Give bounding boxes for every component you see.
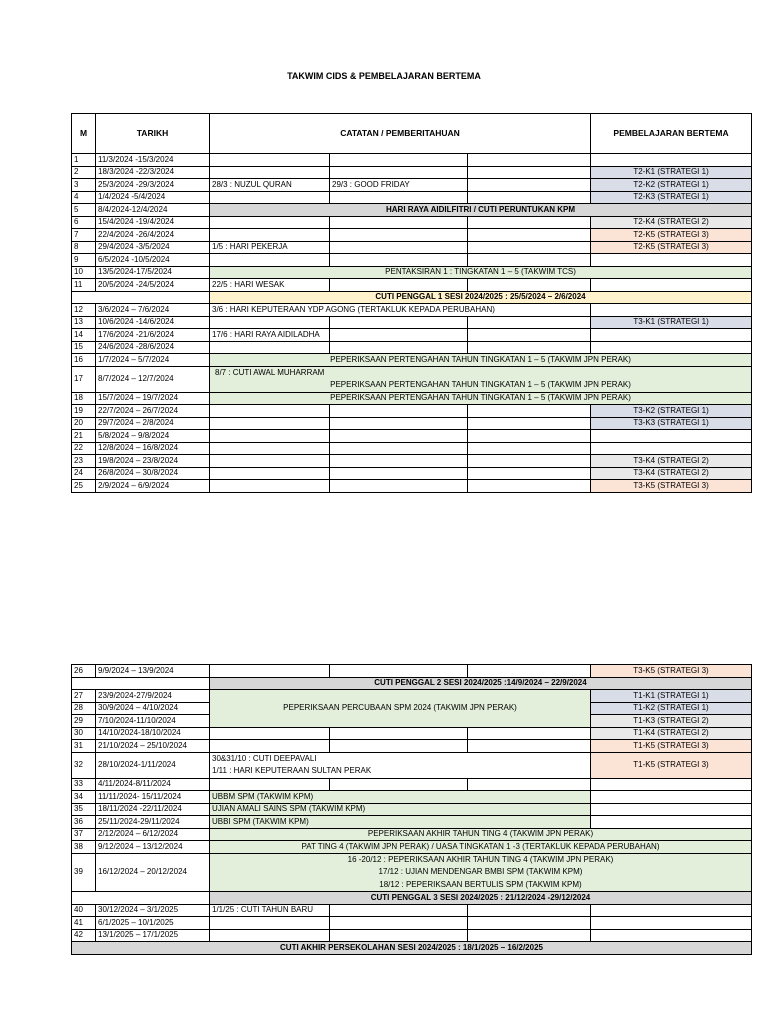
- week-number: 39: [72, 853, 96, 892]
- week-row: [72, 254, 752, 267]
- catatan-cell: [210, 430, 330, 443]
- catatan-cell: [330, 417, 468, 430]
- week-number: 36: [72, 816, 96, 829]
- catatan-cell: [468, 254, 591, 267]
- catatan-cell: [468, 430, 591, 443]
- pembelajaran-cell: T1-K1 (STRATEGI 1): [591, 690, 752, 703]
- catatan-cell: [468, 179, 591, 192]
- week-date: 26/8/2024 – 30/8/2024: [96, 467, 210, 480]
- pembelajaran-cell: T2-K5 (STRATEGI 3): [591, 229, 752, 242]
- pembelajaran-cell: T1-K4 (STRATEGI 2): [591, 727, 752, 740]
- catatan-cell: [330, 727, 468, 740]
- event-cell: PEPERIKSAAN PERCUBAAN SPM 2024 (TAKWIM JPN PERAK): [210, 690, 591, 728]
- pembelajaran-cell: T3-K4 (STRATEGI 2): [591, 455, 752, 468]
- week-number: 14: [72, 329, 96, 342]
- week-number: 30: [72, 727, 96, 740]
- pembelajaran-cell: [591, 304, 752, 317]
- week-row: [72, 405, 752, 418]
- week-date: 18/11/2024 -22/11/2024: [96, 803, 210, 816]
- pembelajaran-cell: [591, 442, 752, 455]
- catatan-cell: [468, 316, 591, 329]
- pembelajaran-cell: T3-K4 (STRATEGI 2): [591, 467, 752, 480]
- catatan-cell: [210, 467, 330, 480]
- week-number: 1: [72, 154, 96, 167]
- catatan-cell: 28/3 : NUZUL QURAN: [210, 179, 330, 192]
- pembelajaran-cell: T2-K1 (STRATEGI 1): [591, 166, 752, 179]
- catatan-cell: [330, 329, 468, 342]
- week-number: 31: [72, 740, 96, 753]
- event-cell: UBBM SPM (TAKWIM KPM): [210, 791, 591, 804]
- pembelajaran-cell: [591, 778, 752, 791]
- catatan-cell: [330, 480, 468, 493]
- week-date: 3/6/2024 – 7/6/2024: [96, 304, 210, 317]
- week-date: 13/1/2025 – 17/1/2025: [96, 929, 210, 942]
- week-date: 29/7/2024 – 2/8/2024: [96, 417, 210, 430]
- pembelajaran-cell: [591, 929, 752, 942]
- catatan-cell: [468, 480, 591, 493]
- event-cell: PAT TING 4 (TAKWIM JPN PERAK) / UASA TINGKATAN 1 -3 (TERTAKLUK KEPADA PERUBAHAN): [210, 841, 752, 854]
- week-row: [72, 316, 752, 329]
- catatan-cell: [468, 279, 591, 292]
- week-row: [72, 229, 752, 242]
- week-date: 23/9/2024-27/9/2024: [96, 690, 210, 703]
- week-row: [72, 467, 752, 480]
- event-cell: [210, 752, 591, 778]
- catatan-cell: [468, 917, 591, 930]
- week-row: [72, 279, 752, 292]
- catatan-cell: [210, 442, 330, 455]
- week-date: 22/4/2024 -26/4/2024: [96, 229, 210, 242]
- event-cell: [210, 853, 752, 892]
- week-number: 24: [72, 467, 96, 480]
- catatan-cell: 22/5 : HARI WESAK: [210, 279, 330, 292]
- week-row: [72, 179, 752, 192]
- week-date: 30/9/2024 – 4/10/2024: [96, 702, 210, 715]
- week-row: [72, 917, 752, 930]
- catatan-cell: [330, 341, 468, 354]
- week-row: [72, 727, 752, 740]
- week-number: 6: [72, 216, 96, 229]
- catatan-cell: [468, 417, 591, 430]
- pembelajaran-cell: [591, 154, 752, 167]
- pembelajaran-cell: T1-K5 (STRATEGI 3): [591, 740, 752, 753]
- catatan-cell: [468, 442, 591, 455]
- week-row: [72, 166, 752, 179]
- week-row: [72, 417, 752, 430]
- catatan-cell: [330, 455, 468, 468]
- holiday-banner: CUTI PENGGAL 2 SESI 2024/2025 :14/9/2024 – 22/9/2024: [210, 677, 752, 690]
- catatan-cell: [210, 166, 330, 179]
- pembelajaran-cell: T3-K5 (STRATEGI 3): [591, 665, 752, 678]
- week-row: [72, 241, 752, 254]
- holiday-banner-row: [72, 942, 752, 955]
- pembelajaran-cell: T1-K3 (STRATEGI 2): [591, 715, 752, 728]
- catatan-cell: [330, 154, 468, 167]
- week-number: 9: [72, 254, 96, 267]
- week-row: [72, 366, 752, 392]
- week-date: 29/4/2024 -3/5/2024: [96, 241, 210, 254]
- week-date: 5/8/2024 – 9/8/2024: [96, 430, 210, 443]
- week-number: 29: [72, 715, 96, 728]
- catatan-cell: [468, 455, 591, 468]
- holiday-banner-row: [72, 677, 752, 690]
- week-date: 22/7/2024 – 26/7/2024: [96, 405, 210, 418]
- catatan-cell: [210, 154, 330, 167]
- catatan-cell: [210, 917, 330, 930]
- pembelajaran-cell: [591, 816, 752, 829]
- pembelajaran-cell: T3-K3 (STRATEGI 1): [591, 417, 752, 430]
- week-number: 8: [72, 241, 96, 254]
- week-row: [72, 690, 752, 703]
- calendar-table-part-1: [71, 113, 752, 493]
- catatan-cell: [330, 442, 468, 455]
- week-number: 7: [72, 229, 96, 242]
- catatan-cell: [330, 904, 468, 917]
- catatan-cell: [468, 727, 591, 740]
- catatan-cell: [210, 216, 330, 229]
- week-number: 37: [72, 828, 96, 841]
- week-number: 11: [72, 279, 96, 292]
- week-row: [72, 266, 752, 279]
- week-row: [72, 752, 752, 778]
- week-date: 1/4/2024 -5/4/2024: [96, 191, 210, 204]
- header-tarikh: TARIKH: [96, 114, 210, 154]
- catatan-cell: [468, 216, 591, 229]
- week-number: 25: [72, 480, 96, 493]
- catatan-cell: [330, 254, 468, 267]
- catatan-cell: [330, 778, 468, 791]
- week-date: 19/8/2024 – 23/8/2024: [96, 455, 210, 468]
- week-date: 13/5/2024-17/5/2024: [96, 266, 210, 279]
- week-date: 28/10/2024-1/11/2024: [96, 752, 210, 778]
- pembelajaran-cell: [591, 803, 752, 816]
- week-number: 22: [72, 442, 96, 455]
- catatan-cell: [330, 166, 468, 179]
- week-date: 2/9/2024 – 6/9/2024: [96, 480, 210, 493]
- calendar-table-part-2: [71, 664, 752, 955]
- header-catatan: CATATAN / PEMBERITAHUAN: [210, 114, 591, 154]
- week-date: 24/6/2024 -28/6/2024: [96, 341, 210, 354]
- week-row: [72, 455, 752, 468]
- week-number: 18: [72, 392, 96, 405]
- week-date: 2/12/2024 – 6/12/2024: [96, 828, 210, 841]
- event-line: 30&31/10 : CUTI DEEPAVALI: [212, 753, 317, 763]
- event-cell: PEPERIKSAAN PERTENGAHAN TAHUN TINGKATAN 1 – 5 (TAKWIM JPN PERAK): [210, 354, 752, 367]
- week-row: [72, 828, 752, 841]
- pembelajaran-cell: T1-K2 (STRATEGI 1): [591, 702, 752, 715]
- week-date: 10/6/2024 -14/6/2024: [96, 316, 210, 329]
- catatan-cell: [468, 154, 591, 167]
- week-row: [72, 803, 752, 816]
- pembelajaran-cell: [591, 329, 752, 342]
- week-number: 23: [72, 455, 96, 468]
- catatan-cell: [330, 316, 468, 329]
- week-date: 9/9/2024 – 13/9/2024: [96, 665, 210, 678]
- pembelajaran-cell: T3-K1 (STRATEGI 1): [591, 316, 752, 329]
- week-number: 19: [72, 405, 96, 418]
- catatan-cell: 1/5 : HARI PEKERJA: [210, 241, 330, 254]
- catatan-cell: 29/3 : GOOD FRIDAY: [330, 179, 468, 192]
- week-date: 7/10/2024-11/10/2024: [96, 715, 210, 728]
- week-number: 35: [72, 803, 96, 816]
- catatan-cell: [210, 417, 330, 430]
- week-number: 4: [72, 191, 96, 204]
- week-row: [72, 853, 752, 892]
- week-row: [72, 816, 752, 829]
- catatan-cell: [468, 904, 591, 917]
- week-date: 11/11/2024- 15/11/2024: [96, 791, 210, 804]
- week-date: 12/8/2024 – 16/8/2024: [96, 442, 210, 455]
- banner-spacer: [72, 291, 210, 304]
- week-row: [72, 904, 752, 917]
- week-date: 20/5/2024 -24/5/2024: [96, 279, 210, 292]
- week-date: 8/7/2024 – 12/7/2024: [96, 366, 210, 392]
- event-cell: HARI RAYA AIDILFITRI / CUTI PERUNTUKAN KPM: [210, 204, 752, 217]
- week-date: 11/3/2024 -15/3/2024: [96, 154, 210, 167]
- week-number: 28: [72, 702, 96, 715]
- week-number: 42: [72, 929, 96, 942]
- catatan-cell: [210, 191, 330, 204]
- week-number: 32: [72, 752, 96, 778]
- week-number: 33: [72, 778, 96, 791]
- week-number: 27: [72, 690, 96, 703]
- week-number: 34: [72, 791, 96, 804]
- week-number: 5: [72, 204, 96, 217]
- event-line: 17/12 : UJIAN MENDENGAR BMBI SPM (TAKWIM KPM): [378, 867, 583, 876]
- week-date: 25/3/2024 -29/3/2024: [96, 179, 210, 192]
- catatan-cell: [468, 665, 591, 678]
- week-row: [72, 204, 752, 217]
- event-cell: UBBI SPM (TAKWIM KPM): [210, 816, 591, 829]
- catatan-cell: [210, 929, 330, 942]
- week-number: 41: [72, 917, 96, 930]
- week-date: 15/4/2024 -19/4/2024: [96, 216, 210, 229]
- catatan-cell: [330, 229, 468, 242]
- week-number: 38: [72, 841, 96, 854]
- event-cell: PEPERIKSAAN PERTENGAHAN TAHUN TINGKATAN 1 – 5 (TAKWIM JPN PERAK): [210, 392, 752, 405]
- pembelajaran-cell: [591, 917, 752, 930]
- header-m: M: [72, 114, 96, 154]
- catatan-cell: [330, 279, 468, 292]
- event-cell: PEPERIKSAAN AKHIR TAHUN TING 4 (TAKWIM JPN PERAK): [210, 828, 752, 841]
- table-header-row: [72, 114, 752, 154]
- banner-spacer: [72, 677, 210, 690]
- pembelajaran-cell: [591, 791, 752, 804]
- week-date: 14/10/2024-18/10/2024: [96, 727, 210, 740]
- week-number: 15: [72, 341, 96, 354]
- event-line: 18/12 : PEPERIKSAAN BERTULIS SPM (TAKWIM KPM): [379, 879, 582, 889]
- event-cell: UJIAN AMALI SAINS SPM (TAKWIM KPM): [210, 803, 591, 816]
- week-date: 6/5/2024 -10/5/2024: [96, 254, 210, 267]
- catatan-cell: [210, 254, 330, 267]
- week-row: [72, 778, 752, 791]
- week-row: [72, 154, 752, 167]
- week-row: [72, 665, 752, 678]
- week-date: 18/3/2024 -22/3/2024: [96, 166, 210, 179]
- catatan-cell: [468, 191, 591, 204]
- catatan-cell: [330, 467, 468, 480]
- catatan-cell: [468, 341, 591, 354]
- event-cell: 3/6 : HARI KEPUTERAAN YDP AGONG (TERTAKLUK KEPADA PERUBAHAN): [210, 304, 591, 317]
- week-date: 4/11/2024-8/11/2024: [96, 778, 210, 791]
- pembelajaran-cell: T2-K4 (STRATEGI 2): [591, 216, 752, 229]
- week-number: 2: [72, 166, 96, 179]
- week-date: 25/11/2024-29/11/2024: [96, 816, 210, 829]
- catatan-cell: [210, 665, 330, 678]
- catatan-cell: [210, 455, 330, 468]
- catatan-cell: [468, 229, 591, 242]
- pembelajaran-cell: [591, 254, 752, 267]
- holiday-banner: CUTI PENGGAL 1 SESI 2024/2025 : 25/5/2024 – 2/6/2024: [210, 291, 752, 304]
- week-number: 26: [72, 665, 96, 678]
- week-row: [72, 791, 752, 804]
- catatan-cell: [468, 405, 591, 418]
- week-date: 6/1/2025 – 10/1/2025: [96, 917, 210, 930]
- pembelajaran-cell: T3-K5 (STRATEGI 3): [591, 480, 752, 493]
- catatan-cell: [468, 166, 591, 179]
- pembelajaran-cell: T2-K3 (STRATEGI 1): [591, 191, 752, 204]
- catatan-cell: [210, 480, 330, 493]
- week-row: [72, 304, 752, 317]
- pembelajaran-cell: T1-K5 (STRATEGI 3): [591, 752, 752, 778]
- week-number: 13: [72, 316, 96, 329]
- week-number: 16: [72, 354, 96, 367]
- week-number: 12: [72, 304, 96, 317]
- catatan-cell: [468, 740, 591, 753]
- event-line: PEPERIKSAAN PERTENGAHAN TAHUN TINGKATAN 1 – 5 (TAKWIM JPN PERAK): [330, 380, 631, 389]
- week-date: 17/6/2024 -21/6/2024: [96, 329, 210, 342]
- holiday-banner: CUTI PENGGAL 3 SESI 2024/2025 : 21/12/2024 -29/12/2024: [210, 892, 752, 905]
- week-date: 21/10/2024 – 25/10/2024: [96, 740, 210, 753]
- catatan-cell: [330, 740, 468, 753]
- catatan-cell: [210, 727, 330, 740]
- holiday-banner-row: [72, 291, 752, 304]
- catatan-cell: [468, 467, 591, 480]
- holiday-banner: CUTI AKHIR PERSEKOLAHAN SESI 2024/2025 : 18/1/2025 – 16/2/2025: [72, 942, 752, 955]
- week-row: [72, 354, 752, 367]
- week-row: [72, 740, 752, 753]
- week-row: [72, 329, 752, 342]
- header-pembelajaran: PEMBELAJARAN BERTEMA: [591, 114, 752, 154]
- catatan-cell: [330, 216, 468, 229]
- catatan-cell: [330, 917, 468, 930]
- event-line: 1/11 : HARI KEPUTERAAN SULTAN PERAK: [212, 766, 372, 775]
- week-row: [72, 392, 752, 405]
- event-cell: [210, 366, 752, 392]
- week-row: [72, 841, 752, 854]
- week-number: 21: [72, 430, 96, 443]
- week-row: [72, 430, 752, 443]
- catatan-cell: [330, 405, 468, 418]
- week-row: [72, 341, 752, 354]
- catatan-cell: [210, 740, 330, 753]
- week-number: 20: [72, 417, 96, 430]
- catatan-cell: [468, 778, 591, 791]
- catatan-cell: [468, 329, 591, 342]
- week-row: [72, 480, 752, 493]
- week-row: [72, 216, 752, 229]
- catatan-cell: [210, 341, 330, 354]
- pembelajaran-cell: T2-K5 (STRATEGI 3): [591, 241, 752, 254]
- week-date: 8/4/2024-12/4/2024: [96, 204, 210, 217]
- pembelajaran-cell: [591, 904, 752, 917]
- week-number: 10: [72, 266, 96, 279]
- catatan-cell: [330, 241, 468, 254]
- catatan-cell: [330, 665, 468, 678]
- pembelajaran-cell: [591, 341, 752, 354]
- catatan-cell: [330, 929, 468, 942]
- week-date: 16/12/2024 – 20/12/2024: [96, 853, 210, 892]
- event-line: 16 -20/12 : PEPERIKSAAN AKHIR TAHUN TING 4 (TAKWIM JPN PERAK): [347, 854, 614, 864]
- week-number: 17: [72, 366, 96, 392]
- catatan-cell: [210, 229, 330, 242]
- catatan-cell: [330, 191, 468, 204]
- week-date: 15/7/2024 – 19/7/2024: [96, 392, 210, 405]
- catatan-cell: 17/6 : HARI RAYA AIDILADHA: [210, 329, 330, 342]
- catatan-cell: 1/1/25 : CUTI TAHUN BARU: [210, 904, 330, 917]
- catatan-cell: [468, 929, 591, 942]
- week-row: [72, 191, 752, 204]
- catatan-cell: [210, 778, 330, 791]
- week-number: 40: [72, 904, 96, 917]
- catatan-cell: [330, 430, 468, 443]
- week-row: [72, 442, 752, 455]
- week-date: 1/7/2024 – 5/7/2024: [96, 354, 210, 367]
- week-date: 30/12/2024 – 3/1/2025: [96, 904, 210, 917]
- pembelajaran-cell: [591, 279, 752, 292]
- document-title: TAKWIM CIDS & PEMBELAJARAN BERTEMA: [287, 71, 481, 81]
- catatan-cell: [210, 316, 330, 329]
- week-row: [72, 929, 752, 942]
- event-line: 8/7 : CUTI AWAL MUHARRAM: [215, 367, 325, 377]
- holiday-banner-row: [72, 892, 752, 905]
- pembelajaran-cell: T3-K2 (STRATEGI 1): [591, 405, 752, 418]
- week-number: 3: [72, 179, 96, 192]
- catatan-cell: [210, 405, 330, 418]
- catatan-cell: [468, 241, 591, 254]
- pembelajaran-cell: [591, 430, 752, 443]
- pembelajaran-cell: T2-K2 (STRATEGI 1): [591, 179, 752, 192]
- event-cell: PENTAKSIRAN 1 : TINGKATAN 1 – 5 (TAKWIM TCS): [210, 266, 752, 279]
- banner-spacer: [72, 892, 210, 905]
- week-date: 9/12/2024 – 13/12/2024: [96, 841, 210, 854]
